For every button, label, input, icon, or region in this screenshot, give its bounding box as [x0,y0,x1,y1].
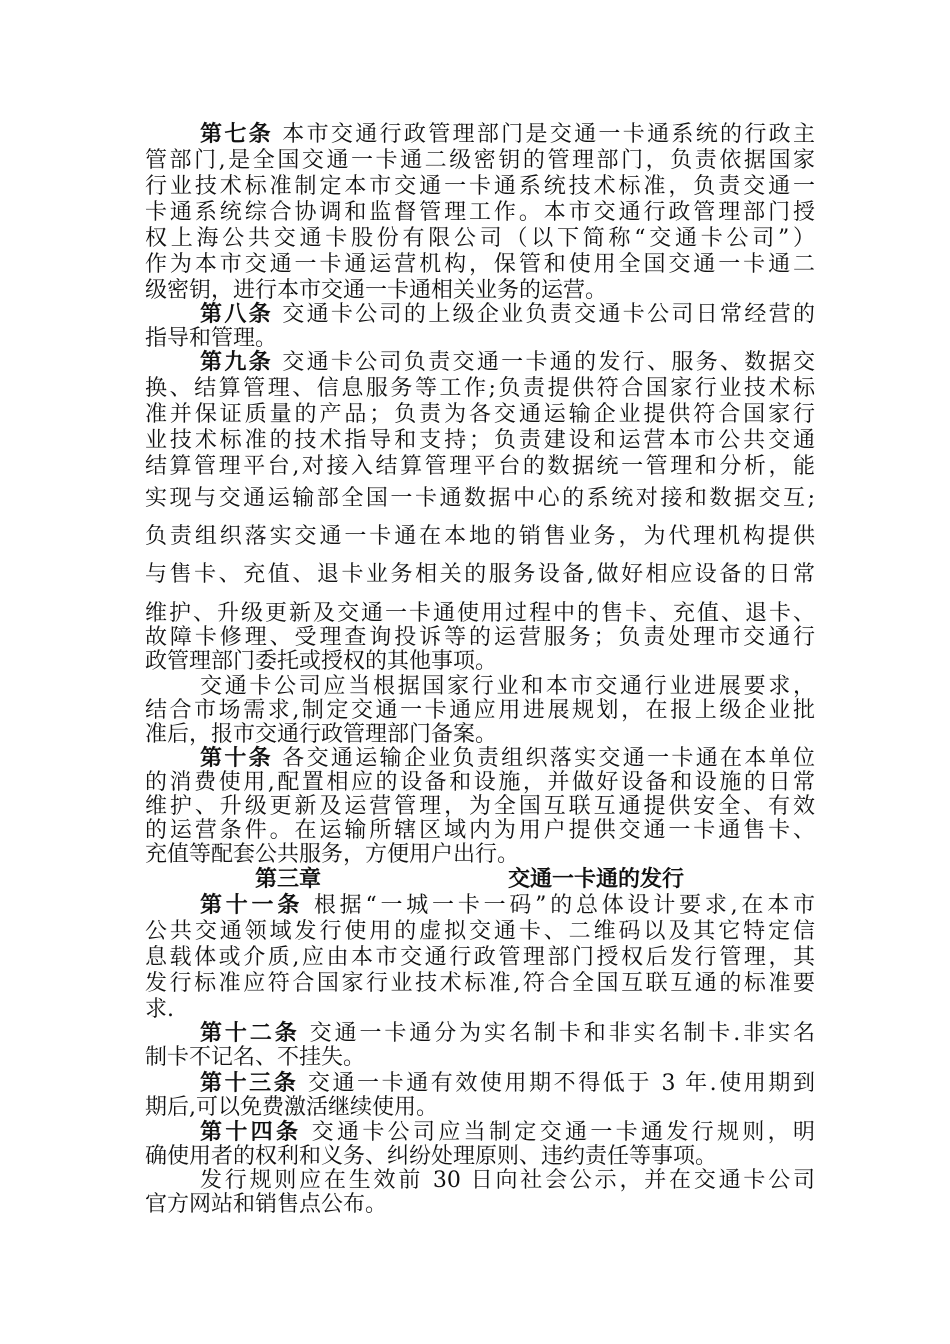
paragraph-9b-line-3: 准后，报市交通行政管理部门备案。 [145,722,498,747]
paragraph-14b-line-2: 官方网站和销售点公布。 [145,1192,388,1217]
article-7-line-4: 卡通系统综合协调和监督管理工作。本市交通行政管理部门授 [145,200,815,225]
article-13-line-2: 期后,可以免费激活继续使用。 [145,1095,438,1120]
article-9-line-2: 换、结算管理、信息服务等工作;负责提供符合国家行业技术标 [145,376,815,401]
article-9-line-6: 实现与交通运输部全国一卡通数据中心的系统对接和数据交互; [145,486,815,511]
article-7-line-5: 权上海公共交通卡股份有限公司（以下简称“交通卡公司”） [145,226,815,251]
article-11-line-4: 发行标准应符合国家行业技术标准,符合全国互联互通的标准要 [145,971,815,996]
article-11-line-3: 息载体或介质,应由本市交通行政管理部门授权后发行管理，其 [145,945,815,970]
article-7-line-2: 管部门,是全国交通一卡通二级密钥的管理部门，负责依据国家 [145,148,815,173]
article-11-title: 第十一条 [200,893,304,918]
article-7-line-3: 行业技术标准制定本市交通一卡通系统技术标准，负责交通一 [145,174,815,199]
article-8-line-2: 指导和管理。 [145,326,278,351]
article-9-line-9: 维护、升级更新及交通一卡通使用过程中的售卡、充值、退卡、 [145,601,815,626]
article-9-line-3: 准并保证质量的产品；负责为各交通运输企业提供符合国家行 [145,402,815,427]
article-9-line-5: 结算管理平台,对接入结算管理平台的数据统一管理和分析，能 [145,454,815,479]
paragraph-9b-line-1: 交通卡公司应当根据国家行业和本市交通行业进展要求， [200,674,815,699]
article-10-line-2: 的消费使用,配置相应的设备和设施，并做好设备和设施的日常 [145,770,815,795]
article-14-line-1: 第十四条 交通卡公司应当制定交通一卡通发行规则，明 [200,1120,815,1145]
article-10-title: 第十条 [200,746,273,771]
article-14-line-2: 确使用者的权利和义务、纠纷处理原则、违约责任等事项。 [145,1144,718,1169]
article-8-line-1: 第八条 交通卡公司的上级企业负责交通卡公司日常经营的 [200,302,815,327]
article-13-title: 第十三条 [200,1071,299,1096]
article-8-title: 第八条 [200,302,273,327]
article-13-line-1: 第十三条 交通一卡通有效使用期不得低于 3 年.使用期到 [200,1071,815,1096]
article-11-line-5: 求. [145,997,174,1022]
article-9-line-10: 故障卡修理、受理查询投诉等的运营服务；负责处理市交通行 [145,625,815,650]
article-10-line-3: 维护、升级更新及运营管理，为全国互联互通提供安全、有效 [145,794,815,819]
article-9-line-1: 第九条 交通卡公司负责交通一卡通的发行、服务、数据交 [200,350,815,375]
article-9-line-4: 业技术标准的技术指导和支持；负责建设和运营本市公共交通 [145,428,815,453]
article-12-title: 第十二条 [200,1021,300,1046]
paragraph-14b-line-1: 发行规则应在生效前 30 日向社会公示，并在交通卡公司 [200,1168,815,1193]
article-12-line-2: 制卡不记名、不挂失。 [145,1045,366,1070]
article-12-line-1: 第十二条 交通一卡通分为实名制卡和非实名制卡.非实名 [200,1021,815,1046]
paragraph-9b-line-2: 结合市场需求,制定交通一卡通应用进展规划，在报上级企业批 [145,698,815,723]
article-9-title: 第九条 [200,350,273,375]
article-14-title: 第十四条 [200,1120,302,1145]
article-9-line-11: 政管理部门委托或授权的其他事项。 [145,649,498,674]
article-9-line-8: 与售卡、充值、退卡业务相关的服务设备,做好相应设备的日常 [145,562,815,587]
article-7-line-1: 第七条 本市交通行政管理部门是交通一卡通系统的行政主 [200,122,815,147]
chapter-number: 第三章 [255,867,322,892]
article-10-line-4: 的运营条件。在运输所辖区域内为用户提供交通一卡通售卡、 [145,818,815,843]
article-10-line-1: 第十条 各交通运输企业负责组织落实交通一卡通在本单位 [200,746,815,771]
article-7-title: 第七条 [200,122,273,147]
article-7-line-6: 作为本市交通一卡通运营机构，保管和使用全国交通一卡通二 [145,252,815,277]
article-10-line-5: 充值等配套公共服务，方便用户出行。 [145,842,520,867]
article-11-line-1: 第十一条 根据“一城一卡一码”的总体设计要求,在本市 [200,893,815,918]
article-9-line-7: 负责组织落实交通一卡通在本地的销售业务，为代理机构提供 [145,524,815,549]
chapter-title: 交通一卡通的发行 [508,867,685,892]
article-7-line-7: 级密钥，进行本市交通一卡通相关业务的运营。 [145,278,608,303]
article-11-line-2: 公共交通领域发行使用的虚拟交通卡、二维码以及其它特定信 [145,919,815,944]
